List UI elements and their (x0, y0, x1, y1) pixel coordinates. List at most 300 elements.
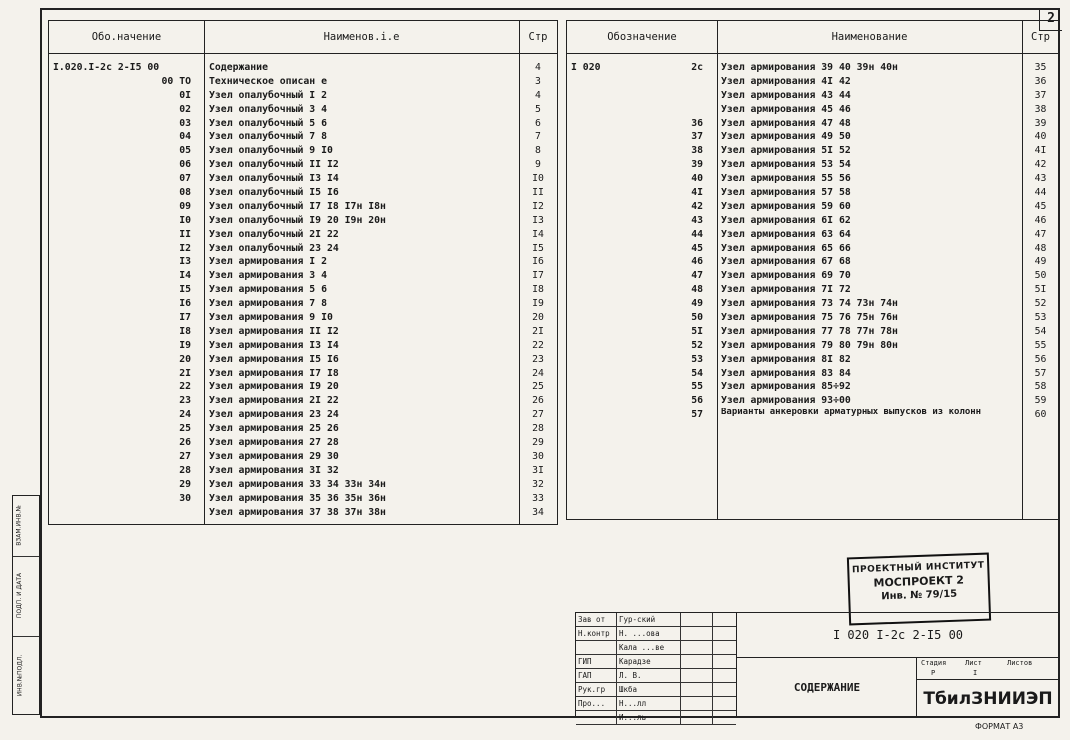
row-page: 5 (535, 103, 541, 115)
row-name: Варианты анкеровки арматурных выпусков из колонн (721, 408, 982, 418)
table-row (567, 242, 1059, 256)
row-name: Узел армирования 73 74 73н 74н (721, 298, 898, 310)
row-designation: I6 (179, 298, 191, 310)
sheet-label: Лист (965, 659, 982, 667)
table-row (567, 75, 1059, 89)
row-page: 30 (532, 450, 544, 462)
row-name: Узел армирования 85÷92 (721, 381, 851, 393)
table-row (49, 506, 557, 520)
row-page: 48 (1034, 242, 1047, 254)
left-table-header (49, 21, 557, 54)
signature-row (576, 711, 736, 725)
row-name: Узел армирования 7 8 (209, 298, 327, 310)
row-page: 50 (1034, 270, 1047, 282)
table-row (49, 61, 557, 75)
row-designation: 04 (179, 131, 191, 143)
signature-row (576, 613, 736, 627)
sheets-label: Листов (1007, 659, 1033, 667)
row-page: I8 (532, 284, 544, 296)
row-designation: I8 (179, 325, 191, 337)
organization-name: ТбилЗНИИЭП (916, 679, 1059, 717)
row-page: 37 (1034, 89, 1047, 101)
row-designation: 05 (179, 145, 191, 157)
row-name: Узел армирования 35 36 35н 36н (209, 492, 386, 504)
row-designation: 28 (179, 464, 191, 476)
row-name: Узел опалубочный I7 I8 I7н I8н (209, 200, 386, 212)
stamp-institute: ПРОЕКТНЫЙ ИНСТИТУТ (851, 560, 985, 576)
row-page: 40 (1034, 131, 1047, 143)
table-row (49, 297, 557, 311)
signature-person: Карадзе (616, 655, 679, 668)
row-page: 8 (535, 145, 541, 157)
table-row (49, 103, 557, 117)
row-name: Узел армирования 8I 82 (721, 353, 851, 365)
row-page: 24 (532, 367, 544, 379)
row-name: Узел армирования 83 84 (721, 367, 851, 379)
table-row (49, 144, 557, 158)
signature-date (712, 613, 735, 626)
table-row (49, 478, 557, 492)
title-block (575, 612, 1060, 722)
table-row (49, 311, 557, 325)
row-page: 3I (532, 464, 544, 476)
row-subnumber: 36 (691, 117, 703, 129)
row-page: 23 (532, 353, 544, 365)
signature-sign (680, 683, 711, 696)
row-subnumber: 43 (691, 214, 703, 226)
row-subnumber: 57 (691, 409, 703, 421)
row-name: Узел армирования II I2 (209, 325, 339, 337)
row-name: Узел армирования 27 28 (209, 437, 339, 449)
row-name: Узел опалубочный 9 I0 (209, 145, 333, 157)
table-row (567, 353, 1059, 367)
row-designation: 00 ТО (161, 75, 191, 87)
row-page: 4 (535, 89, 541, 101)
row-subnumber: 5I (691, 325, 703, 337)
signature-date (712, 697, 735, 710)
row-page: 44 (1034, 187, 1047, 199)
row-page: 25 (532, 381, 544, 393)
row-name: Узел армирования 7I 72 (721, 284, 851, 296)
row-name: Узел армирования 5I 52 (721, 145, 851, 157)
row-page: 2I (532, 325, 544, 337)
row-name: Узел армирования 25 26 (209, 423, 339, 435)
row-subnumber: 47 (691, 270, 703, 282)
table-row (49, 325, 557, 339)
row-designation: 22 (179, 381, 191, 393)
row-page: I2 (532, 200, 544, 212)
header-name: Наименов.і.е (323, 31, 400, 43)
row-page: I5 (532, 242, 544, 254)
row-page: 38 (1034, 103, 1047, 115)
row-name: Узел армирования 53 54 (721, 159, 851, 171)
row-page: 43 (1034, 173, 1047, 185)
signature-row (576, 627, 736, 641)
signature-sign (680, 613, 711, 626)
signature-sign (680, 641, 711, 654)
side-label-replacement: ВЗАМ.ИНВ.№ (15, 505, 23, 546)
signature-sign (680, 697, 711, 710)
row-subnumber: 52 (691, 339, 703, 351)
table-row (567, 214, 1059, 228)
row-name: Узел армирования 29 30 (209, 450, 339, 462)
stage-sheet-row (916, 657, 1059, 680)
header-designation: Обо.начение (91, 31, 162, 43)
row-designation: 26 (179, 437, 191, 449)
signature-date (712, 627, 735, 640)
stamp-org: МОСПРОЕКТ 2 (873, 573, 965, 590)
table-row (49, 269, 557, 283)
signature-person: Гур-ский (616, 613, 679, 626)
contents-table-left (48, 20, 558, 525)
signature-role: ГИП (578, 657, 592, 666)
row-page: I0 (532, 173, 544, 185)
header-page: Стр (528, 31, 548, 43)
row-subnumber: 50 (691, 312, 703, 324)
row-name: Узел армирования 75 76 75н 76н (721, 312, 898, 324)
signature-sign (680, 655, 711, 668)
table-row (49, 436, 557, 450)
table-row (49, 172, 557, 186)
table-row (49, 380, 557, 394)
row-name: Узел армирования 57 58 (721, 187, 851, 199)
row-name: Узел армирования 23 24 (209, 409, 339, 421)
table-row (567, 144, 1059, 158)
row-designation: I0 (179, 214, 191, 226)
row-page: 39 (1034, 117, 1047, 129)
row-name: Узел армирования 3 4 (209, 270, 327, 282)
signature-role: ГАП (578, 671, 592, 680)
row-subnumber: 42 (691, 200, 703, 212)
row-designation: 0I (179, 89, 191, 101)
row-page: 47 (1034, 228, 1047, 240)
row-designation: 23 (179, 395, 191, 407)
table-row (567, 117, 1059, 131)
row-designation: 06 (179, 159, 191, 171)
row-page: I7 (532, 270, 544, 282)
row-name: Узел армирования 79 80 79н 80н (721, 339, 898, 351)
table-row (49, 130, 557, 144)
row-page: 55 (1034, 339, 1047, 351)
row-designation: 29 (179, 478, 191, 490)
row-page: 32 (532, 478, 544, 490)
row-designation: I3 (179, 256, 191, 268)
row-name: Узел опалубочный 3 4 (209, 103, 327, 115)
table-row (567, 394, 1059, 408)
row-page: 46 (1034, 214, 1047, 226)
row-subnumber: 38 (691, 145, 703, 157)
table-row (567, 103, 1059, 117)
row-name: Узел армирования 63 64 (721, 228, 851, 240)
row-designation: 30 (179, 492, 191, 504)
row-page: 3 (535, 75, 541, 87)
row-page: 4I (1034, 145, 1047, 157)
table-row (567, 200, 1059, 214)
signature-person: Кала ...ве (616, 641, 679, 654)
row-name: Узел опалубочный 7 8 (209, 131, 327, 143)
row-name: Узел армирования 69 70 (721, 270, 851, 282)
row-page: 4 (535, 62, 541, 73)
header-page: Стр (1031, 31, 1050, 43)
row-subnumber: 45 (691, 242, 703, 254)
signature-date (712, 655, 735, 668)
row-subnumber: 4I (691, 187, 703, 199)
row-designation: 2I (179, 367, 191, 379)
row-name: Узел армирования 3I 32 (209, 464, 339, 476)
table-row (567, 255, 1059, 269)
stage-label: Стадия (921, 659, 947, 667)
row-page: 29 (532, 437, 544, 449)
table-row (567, 61, 1059, 75)
table-row (567, 297, 1059, 311)
signature-person: Л. В. (616, 669, 679, 682)
row-page: 28 (532, 423, 544, 435)
row-name: Узел армирования I3 I4 (209, 339, 339, 351)
table-row (567, 158, 1059, 172)
row-subnumber: 44 (691, 228, 703, 240)
row-name: Узел армирования I7 I8 (209, 367, 339, 379)
row-designation: I9 (179, 339, 191, 351)
row-page: II (532, 187, 544, 199)
table-row (567, 89, 1059, 103)
table-row (49, 214, 557, 228)
row-page: 42 (1034, 159, 1047, 171)
signature-row (576, 641, 736, 655)
signature-row (576, 697, 736, 711)
signature-person: И...ль (616, 711, 679, 724)
table-row (567, 367, 1059, 381)
row-name: Узел армирования 55 56 (721, 173, 851, 185)
row-page: 60 (1034, 409, 1047, 421)
row-subnumber: 48 (691, 284, 703, 296)
table-row (567, 380, 1059, 394)
row-name: Узел армирования 77 78 77н 78н (721, 325, 898, 337)
row-subnumber: 55 (691, 381, 703, 393)
table-row (49, 339, 557, 353)
table-row (567, 186, 1059, 200)
row-page: 26 (532, 395, 544, 407)
row-page: 58 (1034, 381, 1047, 393)
row-designation: 27 (179, 450, 191, 462)
table-row (49, 408, 557, 422)
row-designation: 03 (179, 117, 191, 129)
row-page: 35 (1034, 62, 1047, 73)
row-page: 9 (535, 159, 541, 171)
row-name: Узел армирования 39 40 39н 40н (721, 62, 898, 73)
row-page: 22 (532, 339, 544, 351)
document-title: СОДЕРЖАНИЕ (736, 657, 917, 717)
row-name: Узел армирования 45 46 (721, 103, 851, 115)
row-subnumber: 39 (691, 159, 703, 171)
table-row (567, 311, 1059, 325)
row-page: 53 (1034, 312, 1047, 324)
row-name: Узел армирования 47 48 (721, 117, 851, 129)
table-row (49, 75, 557, 89)
side-label-inventory: ИНВ.№ПОДЛ. (16, 654, 24, 697)
row-page: 7 (535, 131, 541, 143)
signature-row (576, 669, 736, 683)
row-page: I9 (532, 298, 544, 310)
right-table-rows (567, 61, 1059, 430)
signature-grid (576, 613, 736, 722)
sheet-value: I (973, 669, 978, 677)
row-designation: 02 (179, 103, 191, 115)
row-name: Узел армирования 5 6 (209, 284, 327, 296)
signature-person: Шкба (616, 683, 679, 696)
row-subnumber: 2с (691, 62, 703, 73)
table-row (567, 325, 1059, 339)
row-designation: I7 (179, 312, 191, 324)
table-row (49, 450, 557, 464)
stage-value: Р (931, 669, 936, 677)
signature-person: Н...лл (616, 697, 679, 710)
format-label: ФОРМАТ А3 (975, 722, 1024, 731)
row-designation: I 020 (571, 62, 601, 73)
row-page: 36 (1034, 75, 1047, 87)
page-number: 2 (1039, 8, 1062, 31)
row-name: Узел армирования 59 60 (721, 200, 851, 212)
row-page: 52 (1034, 298, 1047, 310)
row-name: Узел опалубочный II I2 (209, 159, 339, 171)
header-name: Наименование (831, 31, 908, 43)
signature-row (576, 655, 736, 669)
right-table-header (567, 21, 1059, 54)
row-page: 34 (532, 506, 544, 518)
signature-date (712, 669, 735, 682)
signature-sign (680, 711, 711, 724)
table-row (49, 353, 557, 367)
row-name: Узел армирования 6I 62 (721, 214, 851, 226)
row-name: Узел армирования 4I 42 (721, 75, 851, 87)
row-page: I3 (532, 214, 544, 226)
signature-sign (680, 627, 711, 640)
table-row (567, 228, 1059, 242)
table-row (49, 89, 557, 103)
row-name: Узел армирования I 2 (209, 256, 327, 268)
row-name: Узел армирования 65 66 (721, 242, 851, 254)
row-name: Узел опалубочный I3 I4 (209, 173, 339, 185)
table-row (567, 172, 1059, 186)
row-name: Техническое описан е (209, 75, 327, 87)
table-row (567, 269, 1059, 283)
row-subnumber: 54 (691, 367, 703, 379)
table-row (49, 422, 557, 436)
row-designation: I2 (179, 242, 191, 254)
signature-role: Н.контр (578, 629, 610, 638)
row-name: Узел опалубочный 5 6 (209, 117, 327, 129)
signature-person: Н. ...ова (616, 627, 679, 640)
left-table-rows (49, 61, 557, 519)
row-designation: 07 (179, 173, 191, 185)
signature-date (712, 641, 735, 654)
signature-sign (680, 669, 711, 682)
row-page: 59 (1034, 395, 1047, 407)
row-subnumber: 46 (691, 256, 703, 268)
row-subnumber: 53 (691, 353, 703, 365)
table-row (49, 200, 557, 214)
table-row (567, 339, 1059, 353)
signature-date (712, 683, 735, 696)
row-name: Узел армирования I9 20 (209, 381, 339, 393)
table-row (49, 117, 557, 131)
row-page: 5I (1034, 284, 1047, 296)
row-name: Содержание (209, 62, 268, 73)
row-name: Узел опалубочный I 2 (209, 89, 327, 101)
signature-role: Рук.гр (578, 685, 606, 694)
row-page: 6 (535, 117, 541, 129)
row-designation: 08 (179, 187, 191, 199)
table-row (567, 283, 1059, 297)
row-subnumber: 40 (691, 173, 703, 185)
table-row (49, 367, 557, 381)
table-row (49, 464, 557, 478)
row-designation: 20 (179, 353, 191, 365)
row-page: I4 (532, 228, 544, 240)
table-row (567, 408, 1059, 430)
row-name: Узел армирования 93÷00 (721, 395, 851, 407)
table-row (567, 130, 1059, 144)
table-row (49, 186, 557, 200)
table-row (49, 283, 557, 297)
row-designation: I5 (179, 284, 191, 296)
signature-date (712, 711, 735, 724)
row-designation: II (179, 228, 191, 240)
row-designation: 09 (179, 200, 191, 212)
signature-role: Зав от (578, 615, 606, 624)
row-name: Узел армирования 33 34 33н 34н (209, 478, 386, 490)
row-name: Узел армирования 67 68 (721, 256, 851, 268)
row-page: 54 (1034, 325, 1047, 337)
signature-role: Про... (578, 699, 606, 708)
row-page: 56 (1034, 353, 1047, 365)
row-page: 57 (1034, 367, 1047, 379)
row-designation: 25 (179, 423, 191, 435)
table-row (49, 255, 557, 269)
table-row (49, 242, 557, 256)
side-strip (12, 495, 40, 715)
side-label-signature: ПОДП. И ДАТА (16, 572, 24, 619)
row-name: Узел опалубочный I9 20 I9н 20н (209, 214, 386, 226)
stamp-inventory: Инв. № 79/15 (881, 588, 958, 603)
document-code: I 020 I-2c 2-I5 00 (736, 613, 1059, 658)
table-row (49, 228, 557, 242)
row-name: Узел опалубочный I5 I6 (209, 187, 339, 199)
contents-table-right (566, 20, 1060, 520)
row-page: 20 (532, 312, 544, 324)
row-designation: I4 (179, 270, 191, 282)
row-name: Узел армирования 43 44 (721, 89, 851, 101)
row-name: Узел армирования 37 38 37н 38н (209, 506, 386, 518)
row-name: Узел армирования 2I 22 (209, 395, 339, 407)
row-page: 33 (532, 492, 544, 504)
row-page: I6 (532, 256, 544, 268)
row-name: Узел армирования 9 I0 (209, 312, 333, 324)
row-subnumber: 49 (691, 298, 703, 310)
row-subnumber: 37 (691, 131, 703, 143)
row-name: Узел армирования 49 50 (721, 131, 851, 143)
signature-row (576, 683, 736, 697)
row-subnumber: 56 (691, 395, 703, 407)
row-name: Узел опалубочный 23 24 (209, 242, 339, 254)
row-designation: I.020.I-2c 2-I5 00 (53, 62, 160, 73)
table-row (49, 492, 557, 506)
row-page: 27 (532, 409, 544, 421)
header-designation: Обозначение (607, 31, 677, 43)
row-name: Узел армирования I5 I6 (209, 353, 339, 365)
row-page: 45 (1034, 200, 1047, 212)
row-page: 49 (1034, 256, 1047, 268)
table-row (49, 158, 557, 172)
